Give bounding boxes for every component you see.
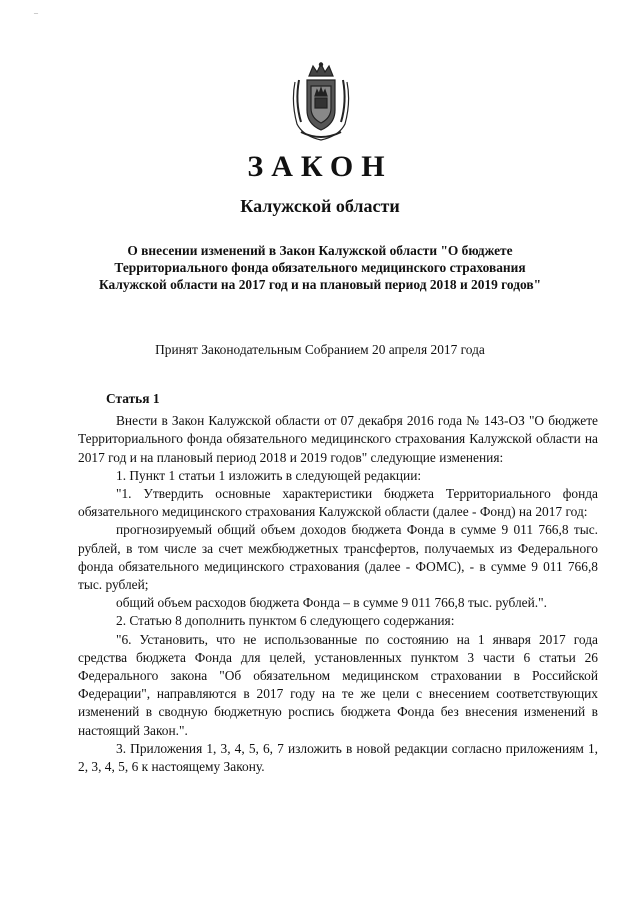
adoption-line: Принят Законодательным Собранием 20 апреля 2017 года [155,342,485,357]
corner-mark: – [34,8,38,17]
article-paragraph: "6. Установить, что не использованные по состоянию на 1 января 2017 года средства бюджета Фонда для целей, установленных пунктом 3 части 6 статьи 26 Федерального закона "Об обязательном медицинском страховании в Российской Федерации", направляются в 2017 году на те же цели с внесением соответствующих изменений в сводную бюджетную роспись бюджета Фонда без внесения изменений в настоящий Закон.". [78,631,598,738]
kaluga-coat-of-arms-icon [287,62,355,144]
article-paragraph: "1. Утвердить основные характеристики бюджета Территориального фонда обязательного медицинского страхования Калужской области (далее - Фонд) на 2017 год: [78,486,598,520]
article-heading: Статья 1 [106,391,160,406]
law-body [78,390,598,776]
document-type-heading: ЗАКОН [247,150,393,183]
article-paragraph: Внести в Закон Калужской области от 07 декабря 2016 года № 143-ОЗ "О бюджете Территориального фонда обязательного медицинского страхования Калужской области на 2017 год и на плановый период 2018 и 2019 годов" следующие изменения: [78,413,598,465]
article-paragraph: общий объем расходов бюджета Фонда – в сумме 9 011 766,8 тыс. рублей.". [116,595,547,611]
article-paragraph: прогнозируемый общий объем доходов бюджета Фонда в сумме 9 011 766,8 тыс. рублей, в том числе за счет межбюджетных трансфертов, получаемых из Федерального фонда обязательного медицинского страхования (далее - ФОМС), - в сумме 9 011 766,8 тыс. рублей; [78,522,598,593]
article-paragraph: 1. Пункт 1 статьи 1 изложить в следующей редакции: [116,467,422,483]
region-heading: Калужской области [240,196,400,216]
law-title: О внесении изменений в Закон Калужской области "О бюджете Территориального фонда обязательного медицинского страхования Калужской области на 2017 год и на плановый период 2018 и 2019 годов" [99,243,541,292]
article-paragraph: 2. Статью 8 дополнить пунктом 6 следующего содержания: [116,613,455,629]
article-paragraph: 3. Приложения 1, 3, 4, 5, 6, 7 изложить в новой редакции согласно приложениям 1, 2, 3, 4, 5, 6 к настоящему Закону. [78,740,598,775]
